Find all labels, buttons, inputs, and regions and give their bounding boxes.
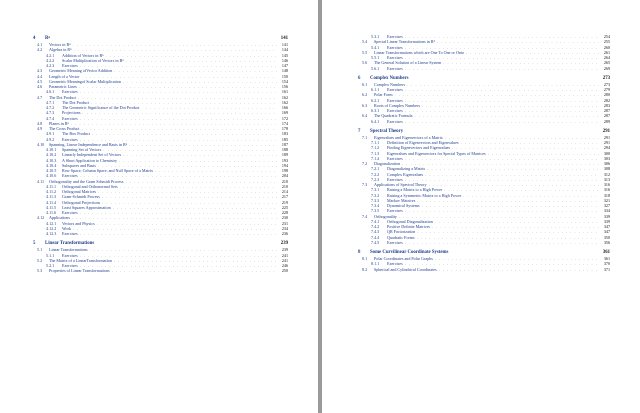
toc-entry-page: 141 [281, 42, 288, 47]
toc-entry-title: Vectors in Rⁿ [49, 42, 71, 47]
toc-entry-title: Exercises [387, 239, 403, 245]
toc-entry-number: 4.8 [37, 120, 43, 126]
toc-entry-page: 269 [603, 65, 610, 71]
toc-entry-title: Complex Numbers [374, 81, 406, 87]
toc-entry-page: 370 [603, 261, 610, 267]
toc-entry-page: 162 [281, 94, 288, 100]
toc-leader-dots [405, 119, 599, 124]
toc-entry-number: 4.12.3 [46, 231, 57, 236]
toc-entry-title: Eigenvalues and Eigenvectors for Special Types of Matrices [387, 150, 486, 156]
toc-entry-title: Exercises [62, 89, 78, 95]
toc-entry-title: Gram-Schmidt Process [62, 194, 100, 200]
toc-entry-number: 4.7.2 [46, 105, 55, 110]
toc-entry-number: 7.4.4 [371, 234, 380, 240]
toc-entry[interactable] [33, 231, 288, 236]
toc-entry-number: 4.9.2 [46, 136, 55, 142]
toc-entry-number: 7.2.3 [371, 176, 380, 182]
toc-entry-number: 4.2.1 [46, 52, 55, 58]
toc-entry-title: Raising a Symmetric Matrix to a High Power [387, 192, 462, 198]
toc-entry-page: 187 [281, 141, 288, 147]
toc-entry-title: Projections [62, 110, 81, 116]
toc-entry-number: 4.12.1 [46, 220, 57, 226]
toc-entry-title: Exercises [387, 44, 403, 50]
toc-entry-number: 5.2 [37, 257, 43, 263]
toc-entry-title: Length of a Vector [49, 73, 80, 79]
toc-entry-page: 150 [281, 73, 288, 79]
toc-entry-number: 5.3.1 [371, 34, 380, 39]
toc-entry-title: Diagonalization [374, 161, 401, 166]
toc-entry-number: 7.2.1 [371, 166, 380, 172]
toc-entry-title: Dynamical Systems [387, 203, 420, 208]
toc-entry-title: Orthogonality [374, 213, 397, 219]
toc-entry-number: 7.4.1 [371, 218, 380, 224]
toc-entry-number: 8 [358, 250, 361, 255]
toc-entry-page: 144 [281, 47, 288, 53]
toc-entry-title: Exercises [62, 252, 78, 258]
toc-entry-title: Roots of Complex Numbers [374, 102, 421, 108]
toc-entry-page: 246 [281, 263, 288, 268]
toc-entry-number: 7.3.2 [371, 192, 380, 198]
toc-entry-number: 5.1.1 [46, 252, 55, 258]
toc-entry-page: 361 [602, 250, 610, 255]
toc-entry-number: 8.1 [362, 256, 368, 261]
toc-entry-number: 4 [33, 36, 36, 41]
toc-entry-title: Exercises [62, 115, 78, 121]
toc-entry-title: Linear Transformations which are One To One or Onto [374, 49, 465, 55]
toc-entry-title: Polar Coordinates and Polar Graphs [374, 256, 433, 261]
toc-entry-page: 261 [603, 49, 610, 55]
toc-entry-number: 5.3 [37, 268, 43, 274]
toc-entry-title: Linear Transformations [45, 241, 95, 247]
toc-entry-title: Exercises [387, 108, 403, 113]
toc-entry-page: 347 [603, 229, 610, 235]
toc-entry-title: The Geometric Significance of the Dot Product [62, 105, 140, 110]
toc-entry-page: 303 [603, 155, 610, 161]
toc-entry-title: The Quadratic Formula [374, 113, 413, 119]
toc-entry-page: 185 [281, 136, 288, 142]
toc-entry-title: Exercises [387, 34, 403, 39]
toc-entry-page: 282 [603, 97, 610, 103]
toc-entry-page: 254 [603, 34, 610, 39]
left-page [0, 0, 318, 413]
toc-entry-page: 231 [281, 220, 288, 226]
toc-entry-number: 7.1.4 [371, 155, 380, 161]
toc-entry-number: 4.2.3 [46, 63, 55, 68]
toc-entry-title: QR Factorization [387, 229, 416, 235]
toc-entry-page: 289 [603, 118, 610, 124]
toc-entry-page: 239 [281, 247, 288, 253]
toc-entry-number: 7.3 [362, 182, 368, 187]
toc-entry-number: 7.4.5 [371, 239, 380, 245]
toc-entry-number: 5.6 [362, 60, 368, 66]
toc-entry-page: 146 [281, 57, 288, 63]
toc-entry[interactable] [358, 240, 610, 245]
toc-entry-page: 148 [281, 68, 288, 74]
toc-entry-title: Exercises [387, 261, 403, 267]
toc-entry-title: The General Solution of a Linear System [374, 60, 442, 66]
toc-entry-number: 6.1.1 [371, 87, 380, 92]
toc-entry-page: 241 [281, 257, 288, 263]
toc-entry-page: 145 [281, 52, 288, 58]
toc-entry-number: 4.4 [37, 73, 43, 79]
toc-entry-title: Some Curvilinear Coordinate Systems [370, 250, 449, 255]
toc-entry-title: Applications [49, 215, 70, 221]
toc-entry-number: 4.11 [37, 178, 45, 184]
toc-entry-page: 214 [281, 189, 288, 194]
toc-entry-page: 183 [281, 131, 288, 137]
toc-leader-dots [405, 66, 599, 71]
toc-entry-page: 283 [603, 102, 610, 108]
toc-entry-page: 210 [281, 178, 288, 184]
toc-entry-page: 291 [602, 128, 610, 134]
toc-entry-number: 4.10.3 [46, 157, 57, 163]
toc-entry-page: 169 [281, 110, 288, 116]
toc-entry-number: 4.2.2 [46, 57, 55, 63]
toc-entry-page: 273 [603, 81, 610, 87]
toc-entry-page: 361 [603, 256, 610, 261]
toc-entry-page: 347 [603, 224, 610, 229]
toc-entry-page: 300 [603, 150, 610, 156]
toc-entry-title: Exercises [387, 55, 403, 60]
toc-entry-title: Orthogonal Matrices [62, 189, 96, 194]
toc-entry-page: 327 [603, 203, 610, 208]
toc-entry-page: 156 [281, 84, 288, 89]
toc-entry-number: 7.2.2 [371, 171, 380, 177]
toc-entry-page: 312 [603, 171, 610, 177]
toc-right [358, 34, 610, 272]
toc-entry-page: 287 [603, 108, 610, 113]
toc-entry-title: The Dot Product [49, 94, 77, 100]
toc-entry-page: 334 [603, 208, 610, 214]
toc-entry-page: 250 [281, 268, 288, 274]
toc-entry-title: Diagonalizing a Matrix [387, 166, 426, 172]
toc-entry-number: 6 [358, 75, 361, 81]
toc-entry-title: Exercises [387, 65, 403, 71]
toc-entry-page: 241 [281, 252, 288, 258]
toc-entry-title: Definition of Eigenvectors and Eigenvalues [387, 140, 459, 145]
toc-entry-title: The Dot Product [62, 99, 90, 105]
toc-entry-page: 339 [603, 213, 610, 219]
toc-entry-number: 4.7.1 [46, 99, 55, 105]
toc-entry-page: 161 [281, 89, 288, 95]
toc-entry-title: Vectors and Physics [62, 220, 95, 226]
toc-entry-number: 4.10.1 [46, 147, 57, 152]
toc-entry-page: 154 [281, 78, 288, 84]
toc-entry-title: Spanning, Linear Independence and Basis in Rⁿ [49, 141, 128, 147]
toc-entry-number: 6.3.1 [371, 108, 380, 113]
toc-leader-dots [439, 267, 599, 272]
toc-entry-title: Orthogonal and Orthonormal Sets [62, 183, 118, 189]
toc-entry-number: 4.11.5 [46, 204, 57, 210]
toc-entry-page: 265 [603, 60, 610, 66]
toc-entry-number: 7.4 [362, 213, 368, 219]
toc-leader-dots [405, 240, 599, 245]
toc-entry-title: Raising a Matrix to a High Power [387, 187, 443, 193]
toc-entry-number: 4.11.3 [46, 194, 57, 200]
toc-entry-number: 4.3 [37, 68, 43, 74]
toc-entry[interactable] [33, 268, 288, 273]
toc-entry-title: Spectral Theory [370, 128, 404, 134]
toc-entry-number: 4.11.1 [46, 183, 57, 189]
toc-entry[interactable] [358, 119, 610, 124]
toc-entry-number: 4.11.6 [46, 210, 57, 215]
toc-entry-number: 4.12 [37, 215, 45, 221]
toc-entry-page: 198 [281, 168, 288, 173]
toc-entry[interactable] [358, 267, 610, 272]
toc-entry-page: 318 [603, 192, 610, 198]
toc-entry-page: 219 [281, 199, 288, 205]
toc-entry-title: Row Space, Column Space, and Null Space of a Matrix [62, 168, 154, 173]
toc-entry-title: Orthogonal Projections [62, 199, 101, 205]
toc-entry-title: Exercises [387, 97, 403, 103]
toc-entry-number: 7.1 [362, 134, 368, 140]
toc-entry-title: Scalar Multiplication of Vectors in Rⁿ [62, 57, 124, 63]
toc-entry-number: 4.2 [37, 47, 43, 53]
toc-entry-page: 141 [280, 36, 288, 41]
toc-entry-number: 4.10 [37, 141, 45, 147]
toc-entry-number: 4.7.3 [46, 110, 55, 116]
toc-entry-title: Exercises [62, 263, 78, 268]
toc-entry-title: Finding Eigenvectors and Eigenvalues [387, 145, 451, 151]
toc-entry-number: 6.2.1 [371, 97, 380, 103]
toc-entry-title: Markov Matrices [387, 197, 416, 203]
toc-entry-page: 239 [280, 241, 288, 247]
toc-entry-number: 5.5 [362, 49, 368, 55]
toc-entry-page: 273 [602, 75, 610, 81]
toc-entry-title: Orthogonality and the Gram Schmidt Process [49, 178, 124, 184]
toc-entry-title: Exercises [387, 208, 403, 214]
toc-entry-page: 162 [281, 99, 288, 105]
toc-entry-page: 371 [603, 266, 610, 272]
toc-leader-dots [80, 231, 277, 236]
toc-entry-number: 7.3.5 [371, 208, 380, 214]
toc-entry[interactable] [358, 66, 610, 71]
toc-entry-title: Exercises [62, 63, 78, 68]
toc-entry-page: 287 [603, 113, 610, 119]
toc-entry-number: 4.7 [37, 94, 43, 100]
toc-entry-title: Spherical and Cylindrical Coordinates [374, 266, 437, 272]
toc-entry-page: 230 [281, 215, 288, 221]
toc-entry-page: 228 [281, 210, 288, 215]
toc-entry-number: 4.9.1 [46, 131, 55, 137]
toc-entry-title: Orthogonal Diagonalization [387, 218, 433, 224]
toc-entry-title: Exercises [62, 210, 78, 215]
toc-entry-number: 8.2 [362, 266, 368, 272]
toc-entry-page: 316 [603, 187, 610, 193]
toc-entry-number: 4.6 [37, 84, 43, 89]
toc-entry-page: 147 [281, 63, 288, 68]
toc-entry-title: Special Linear Transformations in R² [374, 39, 435, 45]
toc-entry-page: 172 [281, 115, 288, 121]
toc-entry-title: Polar Form [374, 92, 393, 98]
toc-entry-number: 6.4 [362, 113, 368, 119]
toc-entry-page: 260 [603, 44, 610, 50]
toc-entry-page: 255 [603, 39, 610, 45]
toc-entry-title: Rⁿ [45, 36, 51, 41]
toc-entry-number: 5 [33, 241, 36, 247]
toc-entry-page: 264 [603, 55, 610, 60]
toc-entry-number: 7.4.2 [371, 224, 380, 229]
toc-entry-number: 5.4.1 [371, 44, 380, 50]
toc-entry-page: 210 [281, 183, 288, 189]
toc-entry-number: 4.11.4 [46, 199, 57, 205]
toc-entry-title: Algebra in Rⁿ [49, 47, 72, 53]
toc-entry-page: 188 [281, 147, 288, 152]
right-page [322, 0, 640, 413]
toc-entry-title: Eigenvalues and Eigenvectors of a Matrix [374, 134, 443, 140]
toc-entry-number: 4.10.6 [46, 173, 57, 179]
toc-entry-page: 350 [603, 234, 610, 240]
toc-entry-title: Least Squares Approximation [62, 204, 111, 210]
toc-entry-title: Exercises [62, 136, 78, 142]
toc-entry-page: 174 [281, 120, 288, 126]
toc-entry-number: 6.4.1 [371, 118, 380, 124]
toc-entry-title: Exercises [387, 118, 403, 124]
toc-entry-number: 5.2.1 [46, 263, 55, 268]
toc-entry-title: Complex Eigenvalues [387, 171, 424, 177]
toc-entry-title: Exercises [387, 155, 403, 161]
toc-entry-title: Planes in Rⁿ [49, 120, 69, 126]
toc-entry-page: 225 [281, 204, 288, 210]
toc-entry-page: 193 [281, 157, 288, 163]
toc-entry-title: Exercises [387, 176, 403, 182]
toc-entry-title: Spanning Set of Vectors [62, 147, 102, 152]
toc-entry-number: 6.1 [362, 81, 368, 87]
toc-entry-number: 4.9 [37, 126, 43, 131]
toc-entry-number: 4.10.5 [46, 168, 57, 173]
toc-entry-page: 321 [603, 197, 610, 203]
toc-entry-number: 4.6.1 [46, 89, 55, 95]
toc-leader-dots [112, 268, 277, 273]
toc-entry-number: 7.3.1 [371, 187, 380, 193]
toc-entry-title: Geometric Meaningof Scalar Multiplication [49, 78, 121, 84]
toc-entry-page: 291 [603, 140, 610, 145]
toc-entry-title: The Matrix of a LinearTransformation [49, 257, 112, 263]
toc-entry-title: Exercises [62, 173, 78, 179]
toc-entry-title: The Cross Product [49, 126, 80, 131]
toc-entry-page: 217 [281, 194, 288, 200]
toc-entry-number: 7.2 [362, 161, 368, 166]
toc-entry-title: Properties of Linear Transformations [49, 268, 110, 274]
toc-entry-page: 189 [281, 152, 288, 158]
toc-entry-title: Positive Definite Matrices [387, 224, 430, 229]
toc-left [33, 36, 288, 274]
toc-entry-title: Complex Numbers [370, 75, 409, 81]
toc-entry-page: 279 [603, 87, 610, 92]
toc-entry-number: 7.1.1 [371, 140, 380, 145]
toc-entry-page: 194 [281, 162, 288, 168]
toc-entry-title: Addition of Vectors in Rⁿ [62, 52, 104, 58]
toc-entry-title: Parametric Lines [49, 84, 77, 89]
toc-entry-number: 5.4 [362, 39, 368, 45]
toc-entry-number: 7.1.2 [371, 145, 380, 151]
toc-entry-page: 236 [281, 231, 288, 236]
toc-entry-number: 4.11.2 [46, 189, 57, 194]
toc-entry-number: 7.1.3 [371, 150, 380, 156]
toc-entry-number: 7.3.3 [371, 197, 380, 203]
toc-entry-page: 308 [603, 166, 610, 172]
toc-entry-number: 7 [358, 128, 361, 134]
toc-entry-number: 7.3.4 [371, 203, 380, 208]
toc-entry-number: 4.1 [37, 42, 43, 47]
toc-entry-number: 4.5 [37, 78, 43, 84]
toc-entry-number: 4.10.4 [46, 162, 57, 168]
toc-entry-page: 166 [281, 105, 288, 110]
toc-entry-number: 4.10.2 [46, 152, 57, 158]
toc-entry-title: Work [62, 225, 71, 231]
toc-entry-number: 4.7.4 [46, 115, 55, 121]
toc-entry-page: 234 [281, 225, 288, 231]
toc-entry-title: Geometric Meaning ofVector Addition [49, 68, 113, 74]
toc-entry-title: The Box Product [62, 131, 90, 137]
toc-entry-title: Linearly Independent Set of Vectors [62, 152, 122, 158]
toc-entry-title: Subspaces and Basis [62, 162, 96, 168]
toc-entry-title: Exercises [387, 87, 403, 92]
toc-entry-number: 5.5.1 [371, 55, 380, 60]
toc-entry-number: 4.12.2 [46, 225, 57, 231]
toc-entry-page: 178 [281, 126, 288, 131]
toc-entry-page: 306 [603, 161, 610, 166]
toc-entry-title: Quadratic Forms [387, 234, 415, 240]
toc-entry-page: 313 [603, 176, 610, 182]
toc-entry-page: 204 [281, 173, 288, 179]
toc-entry-number: 6.2 [362, 92, 368, 98]
toc-entry-title: Applications of Spectral Theory [374, 182, 427, 187]
toc-entry-page: 356 [603, 239, 610, 245]
toc-entry-title: Linear Transformations [49, 247, 88, 253]
toc-entry-number: 6.3 [362, 102, 368, 108]
toc-entry-title: Exercises [62, 231, 78, 236]
toc-entry-page: 316 [603, 182, 610, 187]
toc-entry-number: 5.1 [37, 247, 43, 253]
toc-entry-number: 7.4.3 [371, 229, 380, 235]
toc-entry-number: 8.1.1 [371, 261, 380, 267]
toc-entry-page: 280 [603, 92, 610, 98]
toc-entry-page: 294 [603, 145, 610, 151]
toc-entry-page: 339 [603, 218, 610, 224]
toc-entry-title: A Short Application to Chemistry [62, 157, 118, 163]
toc-entry-page: 291 [603, 134, 610, 140]
toc-entry-number: 5.6.1 [371, 65, 380, 71]
